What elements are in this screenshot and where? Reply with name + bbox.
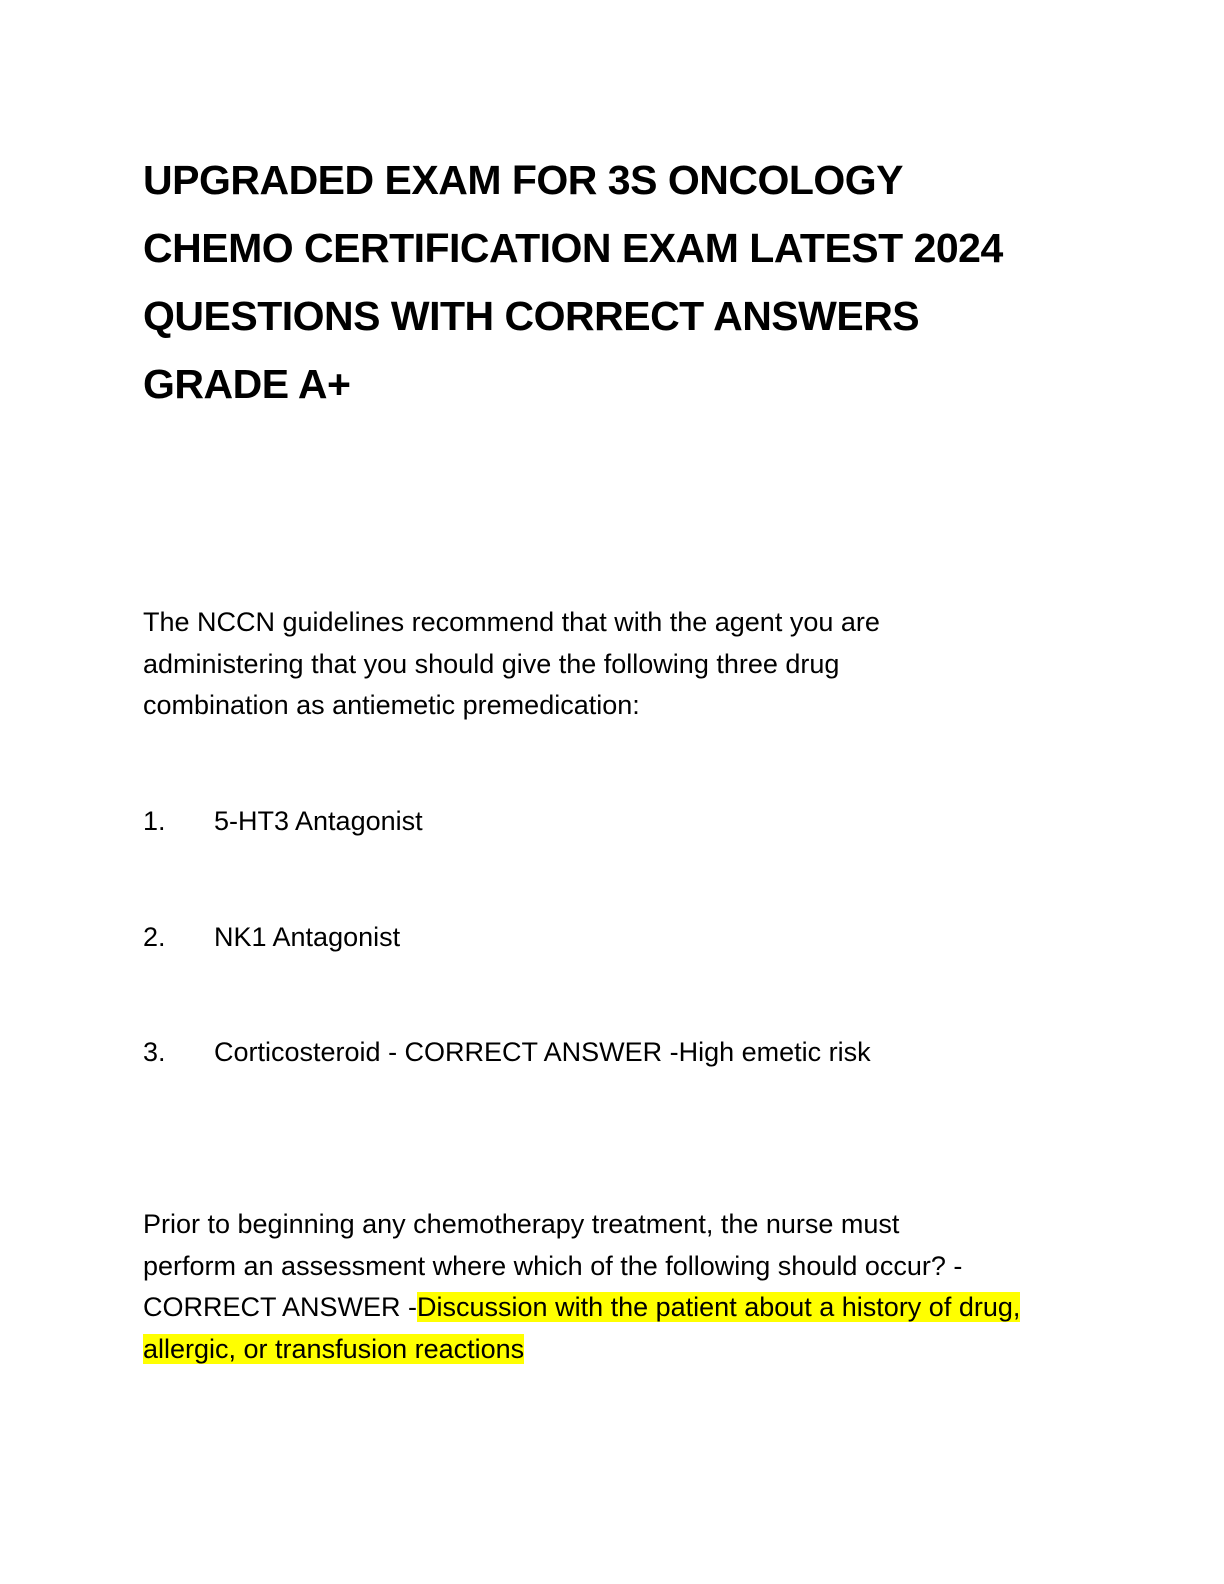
document-title (143, 146, 1103, 418)
title-line: QUESTIONS WITH CORRECT ANSWERS (143, 293, 920, 339)
list-item-number: 3. (143, 1037, 166, 1067)
question-1-text (143, 602, 1103, 727)
question-2-text (143, 1204, 1103, 1370)
list-item (143, 1035, 1103, 1069)
question-1-line: administering that you should give the following three drug (143, 648, 840, 679)
highlighted-answer: allergic, or transfusion reactions (143, 1333, 525, 1364)
question-2-line: Prior to beginning any chemotherapy treatment, the nurse must (143, 1209, 900, 1239)
question-2-line (143, 1329, 1103, 1371)
list-item (143, 920, 1103, 954)
list-item (143, 804, 1103, 838)
question-2-line (143, 1287, 1103, 1329)
question-1-line: The NCCN guidelines recommend that with the agent you are (143, 607, 880, 637)
list-item-text: 5-HT3 Antagonist (214, 806, 423, 836)
list-item-number: 1. (143, 806, 166, 836)
highlighted-answer: Discussion with the patient about a history of drug, (417, 1292, 1021, 1322)
question-2-line: perform an assessment where which of the following should occur? - (143, 1250, 963, 1281)
title-line: UPGRADED EXAM FOR 3S ONCOLOGY (143, 157, 904, 203)
answer-prefix: CORRECT ANSWER - (143, 1292, 418, 1322)
list-item-number: 2. (143, 922, 166, 952)
title-line: GRADE A+ (143, 361, 351, 407)
list-item-text: NK1 Antagonist (214, 922, 401, 952)
list-item-text: Corticosteroid - CORRECT ANSWER -High emetic risk (214, 1037, 871, 1067)
title-line: CHEMO CERTIFICATION EXAM LATEST 2024 (143, 225, 1003, 271)
question-1-line: combination as antiemetic premedication: (143, 690, 640, 720)
